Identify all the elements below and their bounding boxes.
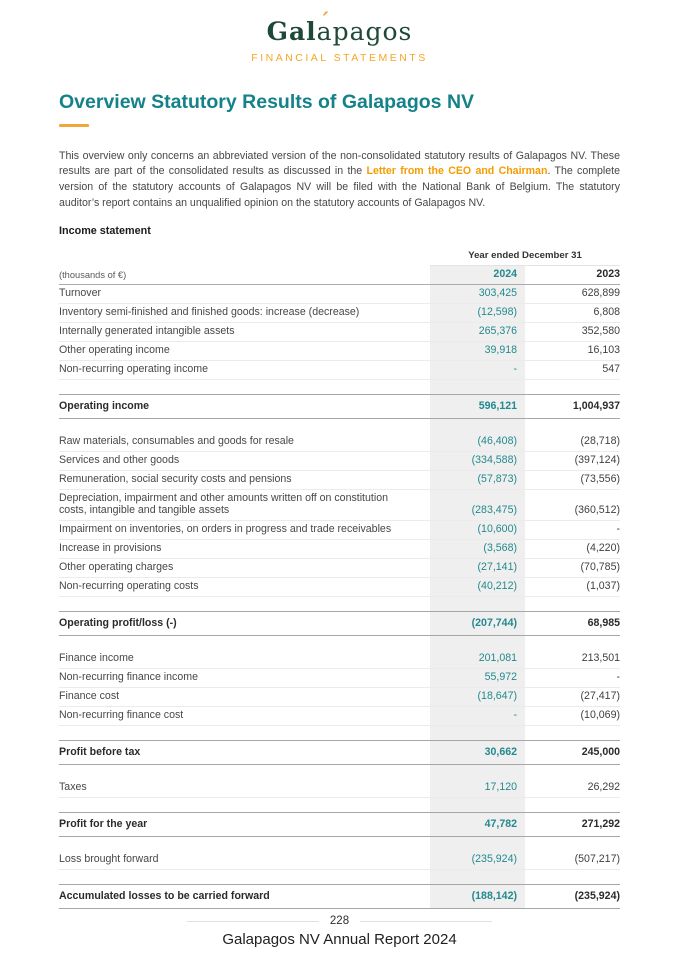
table-spacer-row	[59, 380, 620, 394]
row-label-cell: Depreciation, impairment and other amounts written off on constitution costs, intangible and tangible assets	[59, 492, 388, 517]
intro-text-before-link: This overview only concerns an abbreviated version of the non-consolidated statutory results of Galapagos NV. These results are part of the consolidated results as discussed in the	[59, 149, 620, 178]
row-label-cell	[59, 798, 430, 812]
value-2024-cell	[430, 798, 525, 812]
table-row	[59, 779, 620, 798]
value-2023-cell: (360,512)	[574, 504, 620, 517]
value-2023-cell	[525, 597, 620, 611]
financial-statements-tagline: FINANCIAL STATEMENTS	[251, 51, 428, 64]
value-2023-cell	[525, 765, 620, 779]
table-column-header-row	[59, 266, 620, 285]
page-number-row	[0, 915, 679, 927]
value-2024-cell	[430, 419, 525, 433]
table-row	[59, 285, 620, 304]
value-2024-cell: 39,918	[430, 342, 525, 360]
table-row	[59, 540, 620, 559]
value-2024-cell	[430, 870, 525, 884]
row-label-cell: Turnover	[59, 287, 101, 300]
table-row	[59, 669, 620, 688]
value-2023-cell	[525, 636, 620, 650]
row-label-cell: Accumulated losses to be carried forward	[59, 890, 270, 903]
value-2023-cell	[525, 380, 620, 394]
row-label-cell: Other operating charges	[59, 561, 174, 574]
table-spacer-row	[59, 837, 620, 851]
intro-text-after-link: . The complete version of the statutory accounts of Galapagos NV will be filed with the National Bank of Belgium. The statutory auditor’s report contains an unqualified opinion on the statutory accounts of Galapagos NV.	[59, 165, 621, 209]
row-label-cell: Finance cost	[59, 690, 120, 703]
value-2023-cell: 6,808	[593, 306, 620, 319]
row-label-cell	[59, 837, 430, 851]
table-group-header-row	[59, 250, 620, 266]
table-row	[59, 342, 620, 361]
value-2023-cell: 352,580	[581, 325, 620, 338]
page-footer	[0, 915, 679, 948]
value-2023-cell: (1,037)	[586, 580, 620, 593]
row-label-cell: Finance income	[59, 652, 134, 665]
value-2024-cell: (10,600)	[430, 521, 525, 539]
footer-divider-right	[360, 921, 492, 922]
table-row	[59, 559, 620, 578]
value-2024-cell: -	[430, 707, 525, 725]
table-row	[59, 452, 620, 471]
table-spacer-row	[59, 726, 620, 740]
table-row	[59, 304, 620, 323]
row-label-cell: Operating income	[59, 400, 150, 413]
value-2024-cell: 265,376	[430, 323, 525, 341]
value-2024-cell	[430, 765, 525, 779]
table-row	[59, 490, 620, 521]
value-2024-cell: (18,647)	[430, 688, 525, 706]
table-spacer-row	[59, 798, 620, 812]
value-2023-cell: (4,220)	[586, 542, 620, 555]
table-total-row	[59, 884, 620, 909]
value-2024-cell: 55,972	[430, 669, 525, 687]
value-2023-cell: 26,292	[587, 781, 620, 794]
value-2024-cell: 30,662	[430, 741, 525, 764]
row-label-cell	[59, 636, 430, 650]
table-rows	[59, 285, 620, 909]
value-2024-cell: -	[430, 361, 525, 379]
value-2023-cell: 245,000	[581, 746, 620, 759]
value-2023-cell	[525, 419, 620, 433]
value-2024-cell	[430, 837, 525, 851]
row-label-cell	[59, 870, 430, 884]
page-title: Overview Statutory Results of Galapagos NV	[59, 90, 475, 113]
value-2023-cell: -	[616, 671, 620, 684]
logo-accent-letter: a ´	[317, 18, 333, 46]
value-2024-cell: (3,568)	[430, 540, 525, 558]
row-label-cell: Inventory semi-finished and finished goods: increase (decrease)	[59, 306, 360, 319]
galapagos-logo	[59, 18, 620, 46]
value-2023-cell	[525, 798, 620, 812]
table-row	[59, 688, 620, 707]
value-2024-cell: (27,141)	[430, 559, 525, 577]
value-2023-cell: 271,292	[581, 818, 620, 831]
row-label-cell: Operating profit/loss (-)	[59, 617, 177, 630]
value-2023-cell: (27,417)	[580, 690, 620, 703]
row-label-cell: Non-recurring operating income	[59, 363, 208, 376]
value-2023-cell: 547	[602, 363, 620, 376]
value-2023-cell	[525, 870, 620, 884]
row-label-cell	[59, 597, 430, 611]
value-2024-cell: 17,120	[430, 779, 525, 797]
table-row	[59, 521, 620, 540]
table-row	[59, 578, 620, 597]
row-label-cell	[59, 380, 430, 394]
value-2024-cell: (46,408)	[430, 433, 525, 451]
value-2024-cell	[430, 636, 525, 650]
value-2023-cell	[525, 837, 620, 851]
row-label-cell	[59, 419, 430, 433]
value-2024-cell: (57,873)	[430, 471, 525, 489]
brand-header	[59, 18, 620, 64]
income-statement-heading: Income statement	[59, 225, 151, 238]
year-ended-label: Year ended December 31	[430, 250, 620, 266]
table-spacer-row	[59, 870, 620, 884]
table-total-row	[59, 740, 620, 765]
row-label-cell: Internally generated intangible assets	[59, 325, 235, 338]
row-label-cell: Services and other goods	[59, 454, 180, 467]
title-underline-dash	[59, 124, 89, 127]
value-2024-cell: (40,212)	[430, 578, 525, 596]
row-label-cell: Loss brought forward	[59, 853, 159, 866]
value-2023-cell: (28,718)	[580, 435, 620, 448]
value-2024-cell: (12,598)	[430, 304, 525, 322]
table-spacer-row	[59, 419, 620, 433]
unit-label: (thousands of €)	[59, 270, 127, 281]
value-2024-cell: (188,142)	[430, 885, 525, 908]
value-2023-cell: 213,501	[581, 652, 620, 665]
row-label-cell: Increase in provisions	[59, 542, 162, 555]
value-2023-cell: 628,899	[581, 287, 620, 300]
table-row	[59, 433, 620, 452]
value-2024-cell: 201,081	[430, 650, 525, 668]
income-statement-table	[59, 250, 620, 909]
value-2023-cell: (70,785)	[580, 561, 620, 574]
value-2023-cell: (235,924)	[574, 890, 620, 903]
table-total-row	[59, 611, 620, 636]
value-2023-cell: -	[616, 523, 620, 536]
table-row	[59, 361, 620, 380]
value-2024-cell	[430, 597, 525, 611]
value-2023-cell: 1,004,937	[572, 400, 620, 413]
value-2023-cell: (73,556)	[580, 473, 620, 486]
value-2024-cell: (207,744)	[430, 612, 525, 635]
row-label-cell	[59, 765, 430, 779]
row-label-cell: Taxes	[59, 781, 87, 794]
value-2023-cell	[525, 726, 620, 740]
table-row	[59, 471, 620, 490]
value-2024-cell	[430, 726, 525, 740]
table-spacer-row	[59, 765, 620, 779]
footer-divider-left	[187, 921, 319, 922]
report-title: Galapagos NV Annual Report 2024	[222, 931, 457, 948]
table-row	[59, 650, 620, 669]
row-label-cell: Non-recurring finance cost	[59, 709, 184, 722]
table-spacer-row	[59, 636, 620, 650]
value-2023-cell: 16,103	[587, 344, 620, 357]
value-2024-cell	[430, 380, 525, 394]
value-2024-cell: 47,782	[430, 813, 525, 836]
row-label-cell: Raw materials, consumables and goods for resale	[59, 435, 294, 448]
logo-prefix: Gal	[266, 17, 317, 46]
value-2024-cell: 303,425	[430, 285, 525, 303]
table-row	[59, 707, 620, 726]
table-spacer-row	[59, 597, 620, 611]
row-label-cell: Non-recurring operating costs	[59, 580, 199, 593]
row-label-cell	[59, 726, 430, 740]
value-2023-cell: (397,124)	[574, 454, 620, 467]
row-label-cell: Impairment on inventories, on orders in progress and trade receivables	[59, 523, 392, 536]
letter-ceo-chairman-link[interactable]: Letter from the CEO and Chairman	[366, 165, 548, 178]
value-2024-cell: (235,924)	[430, 851, 525, 869]
row-label-cell: Non-recurring finance income	[59, 671, 198, 684]
row-label-cell: Profit before tax	[59, 746, 141, 759]
table-row	[59, 851, 620, 870]
value-2023-cell: 68,985	[587, 617, 620, 630]
intro-paragraph	[59, 149, 620, 212]
value-2023-cell: (10,069)	[580, 709, 620, 722]
value-2024-cell: (283,475)	[430, 490, 525, 520]
column-header-2024: 2024	[430, 266, 525, 284]
value-2024-cell: (334,588)	[430, 452, 525, 470]
table-row	[59, 323, 620, 342]
column-header-2023: 2023	[596, 268, 620, 281]
logo-suffix: pagos	[332, 17, 413, 46]
table-total-row	[59, 812, 620, 837]
row-label-cell: Other operating income	[59, 344, 170, 357]
row-label-cell: Profit for the year	[59, 818, 148, 831]
row-label-cell: Remuneration, social security costs and pensions	[59, 473, 292, 486]
table-total-row	[59, 394, 620, 419]
value-2024-cell: 596,121	[430, 395, 525, 418]
page-number: 228	[329, 915, 350, 927]
value-2023-cell: (507,217)	[574, 853, 620, 866]
